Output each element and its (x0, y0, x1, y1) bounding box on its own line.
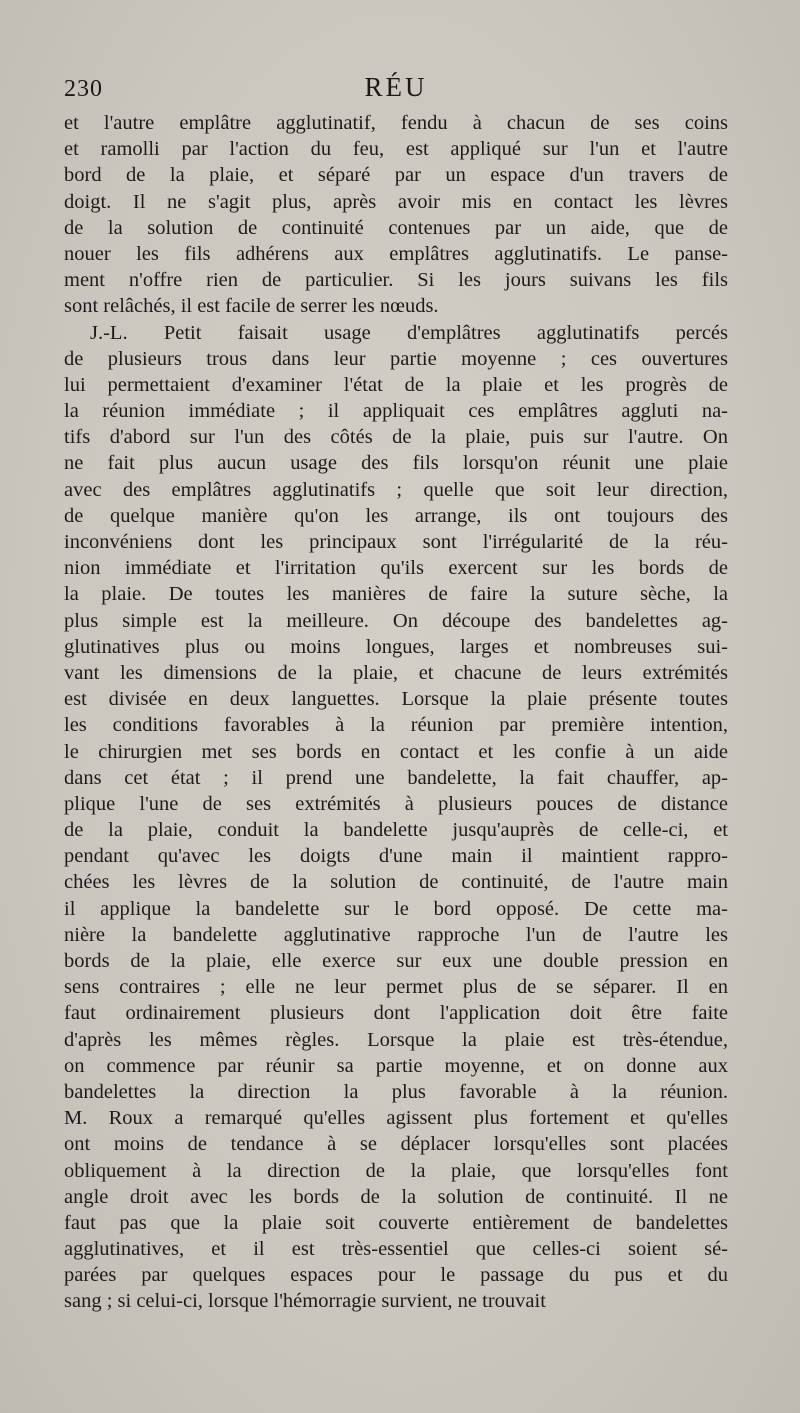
text-line: ont moins de tendance à se déplacer lorsqu'elles sont placées (64, 1133, 728, 1156)
text-line: nion immédiate et l'irritation qu'ils exercent sur les bords de (64, 557, 728, 580)
body-text (64, 110, 728, 1315)
text-line: nière la bandelette agglutinative rapproche l'un de l'autre les (64, 923, 728, 946)
text-line: bandelettes la direction la plus favorable à la réunion. (64, 1080, 728, 1103)
text-line: sont relâchés, il est facile de serrer les nœuds. (64, 295, 439, 318)
text-line: plus simple est la meilleure. On découpe des bandelettes ag- (64, 609, 728, 632)
text-line: angle droit avec les bords de la solution de continuité. Il ne (64, 1185, 728, 1208)
text-line: nouer les fils adhérens aux emplâtres agglutinatifs. Le panse- (64, 242, 728, 265)
text-line: inconvéniens dont les principaux sont l'irrégularité de la réu- (64, 531, 728, 553)
text-line: et ramolli par l'action du feu, est appliqué sur l'un et l'autre (64, 138, 728, 161)
text-line: faut pas que la plaie soit couverte entièrement de bandelettes (64, 1211, 728, 1234)
page-header (64, 72, 728, 106)
text-line: tifs d'abord sur l'un des côtés de la plaie, puis sur l'autre. On (64, 426, 728, 449)
text-line: J.-L. Petit faisait usage d'emplâtres agglutinatifs percés (90, 321, 728, 344)
running-head: RÉU (364, 72, 428, 102)
text-line: sang ; si celui-ci, lorsque l'hémorragie survient, ne trouvait (64, 1290, 546, 1313)
text-line: pendant qu'avec les doigts d'une main il maintient rappro- (64, 845, 728, 868)
text-line: faut ordinairement plusieurs dont l'application doit être faite (64, 1002, 728, 1025)
text-line: bords de la plaie, elle exerce sur eux une double pression en (64, 950, 728, 972)
text-line: les conditions favorables à la réunion par première intention, (64, 714, 728, 737)
text-line: vant les dimensions de la plaie, et chacune de leurs extrémités (64, 661, 728, 684)
text-line: d'après les mêmes règles. Lorsque la plaie est très-étendue, (64, 1028, 728, 1051)
text-line: M. Roux a remarqué qu'elles agissent plus fortement et qu'elles (64, 1107, 728, 1130)
text-line: glutinatives plus ou moins longues, larges et nombreuses sui- (64, 635, 728, 658)
text-line: ne fait plus aucun usage des fils lorsqu'on réunit une plaie (64, 452, 728, 475)
text-line: de la plaie, conduit la bandelette jusqu'auprès de celle-ci, et (64, 819, 728, 842)
text-line: la réunion immédiate ; il appliquait ces emplâtres aggluti na- (64, 400, 728, 423)
text-line: de plusieurs trous dans leur partie moyenne ; ces ouvertures (64, 347, 728, 370)
text-line: chées les lèvres de la solution de continuité, de l'autre main (64, 871, 728, 894)
page-number: 230 (64, 76, 103, 102)
text-line: le chirurgien met ses bords en contact et les confie à un aide (64, 740, 728, 763)
text-line: de quelque manière qu'on les arrange, ils ont toujours des (64, 504, 728, 527)
text-line: on commence par réunir sa partie moyenne, et on donne aux (64, 1054, 728, 1077)
text-line: parées par quelques espaces pour le passage du pus et du (64, 1264, 728, 1287)
text-line: avec des emplâtres agglutinatifs ; quelle que soit leur direction, (64, 478, 728, 501)
text-line: lui permettaient d'examiner l'état de la plaie et les progrès de (64, 373, 728, 396)
text-line: il applique la bandelette sur le bord opposé. De cette ma- (64, 897, 728, 920)
text-line: de la solution de continuité contenues par un aide, que de (64, 216, 728, 239)
text-line: agglutinatives, et il est très-essentiel que celles-ci soient sé- (64, 1238, 728, 1261)
text-line: bord de la plaie, et séparé par un espace d'un travers de (64, 164, 728, 187)
text-line: ment n'offre rien de particulier. Si les jours suivans les fils (64, 269, 728, 292)
text-line: la plaie. De toutes les manières de faire la suture sèche, la (64, 583, 728, 606)
text-line: sens contraires ; elle ne leur permet plus de se séparer. Il en (64, 976, 728, 999)
text-line: et l'autre emplâtre agglutinatif, fendu à chacun de ses coins (64, 112, 728, 134)
text-line: dans cet état ; il prend une bandelette, la fait chauffer, ap- (64, 766, 728, 789)
text-line: plique l'une de ses extrémités à plusieurs pouces de distance (64, 792, 728, 815)
text-line: obliquement à la direction de la plaie, que lorsqu'elles font (64, 1159, 728, 1182)
text-line: est divisée en deux languettes. Lorsque la plaie présente toutes (64, 688, 728, 711)
text-line: doigt. Il ne s'agit plus, après avoir mis en contact les lèvres (64, 190, 728, 213)
